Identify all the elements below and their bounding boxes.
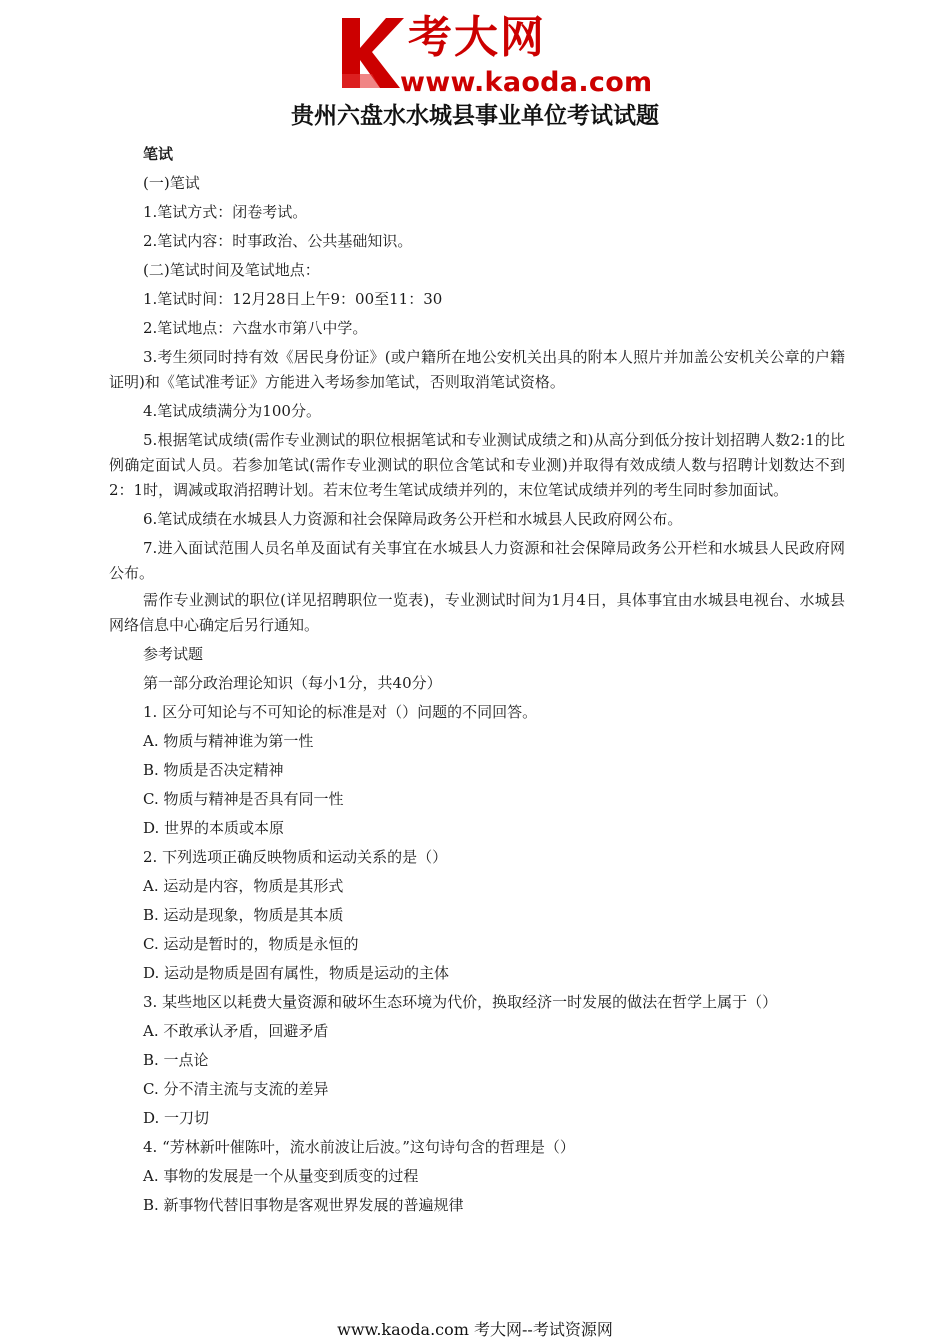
site-logo[interactable] [338, 12, 668, 98]
text-line: (二)笔试时间及笔试地点： [143, 261, 320, 279]
paragraph: 3.考生须同时持有效《居民身份证》(或户籍所在地公安机关出具的附本人照片并加盖公安机关公章的户籍证明)和《笔试准考证》方能进入考场参加笔试，否则取消笔试资格。 [109, 348, 845, 391]
page-footer[interactable]: www.kaoda.com 考大网--考试资源网 [337, 1320, 613, 1339]
text-line: C. 分不清主流与支流的差异 [143, 1080, 329, 1098]
text-line: D. 世界的本质或本原 [143, 819, 285, 837]
text-line: 4.笔试成绩满分为100分。 [143, 402, 321, 420]
text-line: 1.笔试方式：闭卷考试。 [143, 203, 308, 221]
text-line: 1. 区分可知论与不可知论的标准是对（）问题的不同回答。 [143, 703, 538, 721]
text-line: B. 一点论 [143, 1051, 209, 1069]
text-line: 第一部分政治理论知识（每小1分，共40分） [143, 674, 442, 692]
text-line: (一)笔试 [143, 174, 200, 192]
paragraph: 5.根据笔试成绩(需作专业测试的职位根据笔试和专业测试成绩之和)从高分到低分按计划招聘人数2:1的比例确定面试人员。若参加笔试(需作专业测试的职位含笔试和专业测)并取得有效成绩人数与招聘计划数达不到2：1时，调减或取消招聘计划。若末位考生笔试成绩并列的，末位笔试成绩并列的考生同时参加面试。 [109, 431, 845, 499]
page-title: 贵州六盘水水城县事业单位考试试题 [291, 103, 659, 129]
text-line: 6.笔试成绩在水城县人力资源和社会保障局政务公开栏和水城县人民政府网公布。 [143, 510, 683, 528]
text-line: D. 一刀切 [143, 1109, 210, 1127]
text-line: 参考试题 [143, 645, 204, 663]
section-heading: 笔试 [143, 145, 174, 163]
text-line: C. 物质与精神是否具有同一性 [143, 790, 344, 808]
logo-chinese-name: 考大网 [408, 12, 546, 63]
k-logo-icon [338, 12, 406, 92]
logo-url: www.kaoda.com [400, 67, 653, 98]
text-line: B. 物质是否决定精神 [143, 761, 284, 779]
document-body [109, 140, 845, 1220]
text-line: 3. 某些地区以耗费大量资源和破坏生态环境为代价，换取经济一时发展的做法在哲学上属于（） [143, 993, 778, 1011]
text-line: A. 运动是内容，物质是其形式 [143, 877, 344, 895]
text-line: 2.笔试内容：时事政治、公共基础知识。 [143, 232, 413, 250]
text-line: 2. 下列选项正确反映物质和运动关系的是（） [143, 848, 448, 866]
text-line: 4. “芳林新叶催陈叶，流水前波让后波。”这句诗句含的哲理是（） [143, 1138, 575, 1156]
text-line: A. 事物的发展是一个从量变到质变的过程 [143, 1167, 419, 1185]
text-line: C. 运动是暂时的，物质是永恒的 [143, 935, 359, 953]
text-line: 1.笔试时间：12月28日上午9：00至11：30 [143, 290, 443, 308]
text-line: B. 新事物代替旧事物是客观世界发展的普遍规律 [143, 1196, 464, 1214]
text-line: D. 运动是物质是固有属性，物质是运动的主体 [143, 964, 450, 982]
paragraph: 7.进入面试范围人员名单及面试有关事宜在水城县人力资源和社会保障局政务公开栏和水城县人民政府网公布。 [109, 539, 845, 582]
text-line: A. 物质与精神谁为第一性 [143, 732, 314, 750]
text-line: B. 运动是现象，物质是其本质 [143, 906, 344, 924]
text-line: A. 不敢承认矛盾，回避矛盾 [143, 1022, 329, 1040]
text-line: 2.笔试地点：六盘水市第八中学。 [143, 319, 368, 337]
paragraph: 需作专业测试的职位(详见招聘职位一览表)，专业测试时间为1月4日，具体事宜由水城县电视台、水城县网络信息中心确定后另行通知。 [109, 591, 845, 634]
